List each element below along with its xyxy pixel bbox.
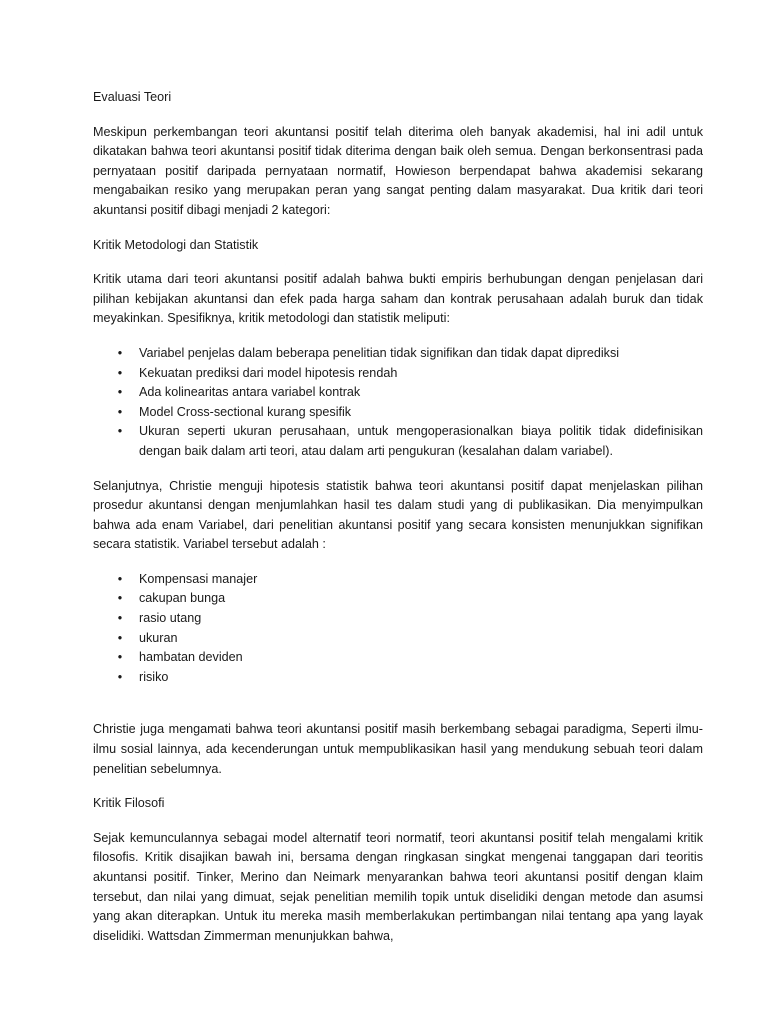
bullet-icon: •	[117, 669, 123, 684]
bullet-icon: •	[117, 385, 123, 400]
list-item	[93, 629, 703, 649]
bullet-list	[93, 570, 703, 688]
list-item	[93, 383, 703, 403]
list-item-text: hambatan deviden	[139, 650, 243, 665]
bullet-icon: •	[117, 365, 123, 380]
paragraph: Christie juga mengamati bahwa teori akuntansi positif masih berkembang sebagai paradigma, Seperti ilmu-ilmu sosial lainnya, ada kecenderungan untuk mempublikasikan hasil yang mendukung sebuah teori dalam penelitian sebelumnya.	[93, 722, 703, 776]
list-item-text: Ukuran seperti ukuran perusahaan, untuk mengoperasionalkan biaya politik tidak didefinisikan dengan baik dalam arti teori, atau dalam arti pengukuran (kesalahan dalam variabel).	[139, 424, 703, 458]
bullet-icon: •	[117, 404, 123, 419]
list-item-text: Model Cross-sectional kurang spesifik	[139, 404, 352, 419]
bullet-icon: •	[117, 650, 123, 665]
list-item	[93, 570, 703, 590]
bullet-icon: •	[117, 630, 123, 645]
list-item-text: ukuran	[139, 630, 178, 645]
bullet-icon: •	[117, 571, 123, 586]
list-item-text: Kekuatan prediksi dari model hipotesis rendah	[139, 365, 398, 380]
list-item-text: Ada kolinearitas antara variabel kontrak	[139, 385, 361, 400]
list-item	[93, 648, 703, 668]
section-heading: Kritik Metodologi dan Statistik	[93, 237, 259, 252]
paragraph: Kritik utama dari teori akuntansi positif adalah bahwa bukti empiris berhubungan dengan penjelasan dari pilihan kebijakan akuntansi dan efek pada harga saham dan kontrak perusahaan adalah buruk dan tidak meyakinkan. Spesifiknya, kritik metodologi dan statistik meliputi:	[93, 272, 703, 326]
bullet-icon: •	[117, 345, 123, 360]
list-item	[93, 422, 703, 461]
document-page	[93, 88, 703, 961]
section-heading: Evaluasi Teori	[93, 90, 172, 104]
list-item-text: Kompensasi manajer	[139, 571, 258, 586]
bullet-icon: •	[117, 424, 123, 439]
spacer	[93, 702, 703, 720]
section-heading: Kritik Filosofi	[93, 796, 165, 811]
list-item	[93, 364, 703, 384]
bullet-icon: •	[117, 591, 123, 606]
list-item-text: Variabel penjelas dalam beberapa penelitian tidak signifikan dan tidak dapat diprediksi	[139, 345, 620, 360]
list-item	[93, 668, 703, 688]
paragraph: Selanjutnya, Christie menguji hipotesis statistik bahwa teori akuntansi positif dapat menjelaskan pilihan prosedur akuntansi dengan menjumlahkan hasil tes dalam studi yang di publikasikan. Dia menyimpulkan bahwa ada enam Variabel, dari penelitian akuntansi positif yang secara konsisten menunjukkan signifikan secara statistik. Variabel tersebut adalah :	[93, 478, 703, 552]
list-item	[93, 344, 703, 364]
list-item-text: cakupan bunga	[139, 591, 226, 606]
paragraph: Meskipun perkembangan teori akuntansi positif telah diterima oleh banyak akademisi, hal ini adil untuk dikatakan bahwa teori akuntansi positif tidak diterima dengan baik oleh semua. Dengan berkonsentrasi pada pernyataan positif daripada pernyataan normatif, Howieson berpendapat bahwa akademisi sekarang mengabaikan resiko yang merupakan peran yang sangat penting dalam masyarakat. Dua kritik dari teori akuntansi positif dibagi menjadi 2 kategori:	[93, 124, 703, 217]
list-item	[93, 589, 703, 609]
list-item-text: risiko	[139, 669, 169, 684]
list-item	[93, 609, 703, 629]
bullet-icon: •	[117, 611, 123, 626]
list-item	[93, 403, 703, 423]
list-item-text: rasio utang	[139, 611, 202, 626]
paragraph: Sejak kemunculannya sebagai model alternatif teori normatif, teori akuntansi positif telah mengalami kritik filosofis. Kritik disajikan bawah ini, bersama dengan ringkasan singkat mengenai tanggapan dari teoritis akuntansi positif. Tinker, Merino dan Neimark menyarankan bahwa teori akuntansi positif dengan klaim tersebut, dan nilai yang dimuat, sejak penelitian memilih topik untuk diselidiki dengan metode dan asumsi yang akan diterapkan. Untuk itu mereka masih memberlakukan pertimbangan nilai tentang apa yang layak diselidiki. Wattsdan Zimmerman menunjukkan bahwa,	[93, 830, 703, 943]
bullet-list	[93, 344, 703, 462]
